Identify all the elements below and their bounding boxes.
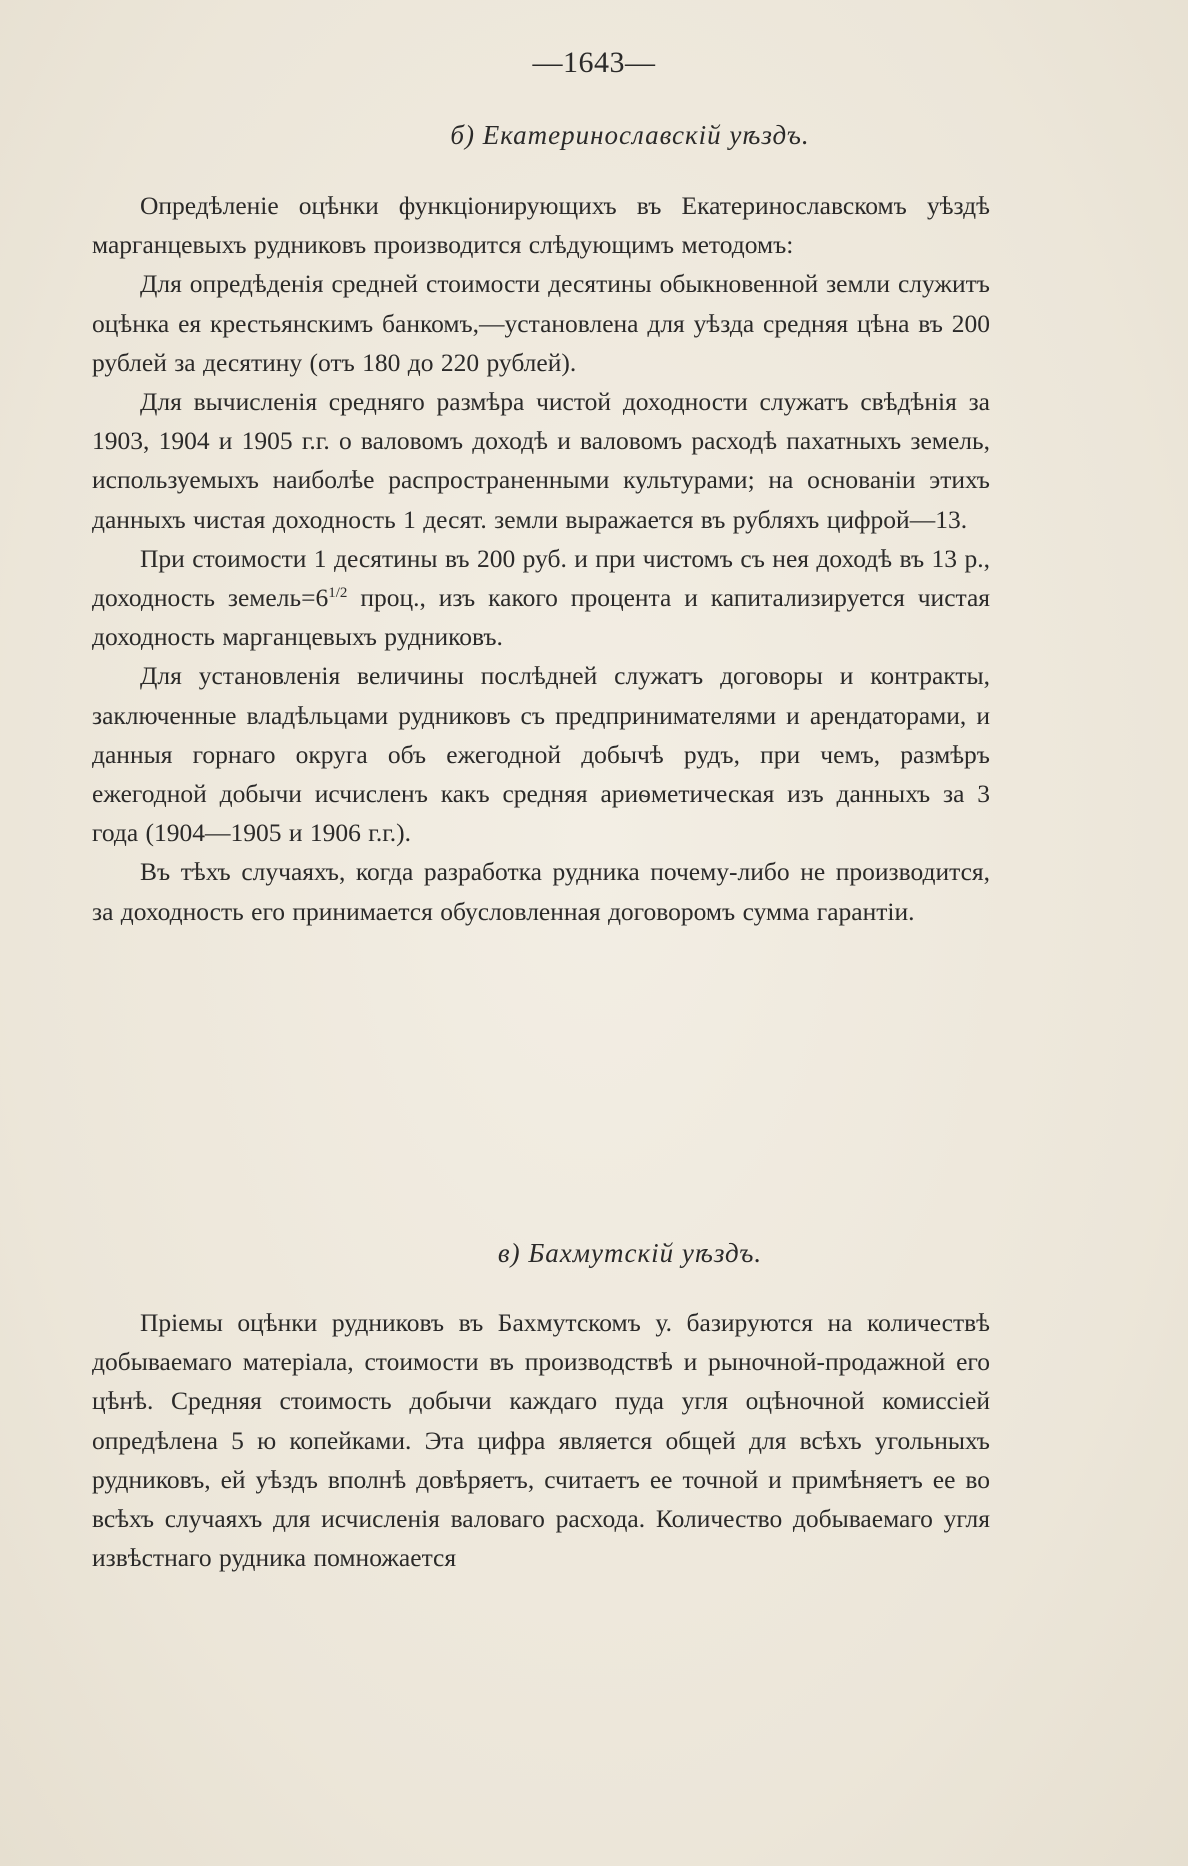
- fraction: 1/2: [328, 585, 348, 602]
- paragraph: Опредѣленіе оцѣнки функціонирующихъ въ Екатеринославскомъ уѣздѣ марганцевыхъ рудниковъ производится слѣдующимъ методомъ:: [92, 191, 990, 260]
- paragraph: Въ тѣхъ случаяхъ, когда разработка рудника почему-либо не производится, за доходность его принимается обусловленная договоромъ сумма гарантіи.: [92, 857, 990, 926]
- paragraph: Пріемы оцѣнки рудниковъ въ Бахмутскомъ у. базируются на количествѣ добываемаго матеріала, стоимости въ производствѣ и рыночной-продажной его цѣнѣ. Средняя стоимость добычи каждаго пуда угля оцѣночной комиссіей опредѣлена 5 ю копейками. Эта цифра является общей для всѣхъ угольныхъ рудниковъ, ей уѣздъ вполнѣ довѣряетъ, считаетъ ее точной и примѣняетъ ее во всѣхъ случаяхъ для исчисленія валоваго расхода. Количество добываемаго угля извѣстнаго рудника помножается: [92, 1308, 990, 1573]
- page-number: —1643—: [532, 46, 656, 79]
- paragraph: Для опредѣденія средней стоимости десятины обыкновенной земли служитъ оцѣнка ея крестьянскимъ банкомъ,—установлена для уѣзда средняя цѣна въ 200 рублей за десятину (отъ 180 до 220 рублей).: [92, 269, 990, 377]
- paragraph: Для установленія величины послѣдней служатъ договоры и контракты, заключенные владѣльцами рудниковъ съ предпринимателями и арендаторами, и данныя горнаго округа объ ежегодной добычѣ рудъ, при чемъ, размѣръ ежегодной добычи исчисленъ какъ средняя ариѳметическая изъ данныхъ за 3 года (1904—1905 и 1906 г.г.).: [92, 661, 990, 848]
- paragraph-with-fraction: [92, 539, 990, 657]
- section-body-bakhmut: [92, 1303, 990, 1577]
- paragraph: Для вычисленія средняго размѣра чистой доходности служатъ свѣдѣнія за 1903, 1904 и 1905 г.г. о валовомъ доходѣ и валовомъ расходѣ пахатныхъ земель, используемыхъ наиболѣе распространенными культурами; на основаніи этихъ данныхъ чистая доходность 1 десят. земли выражается въ рубляхъ цифрой—13.: [92, 387, 990, 534]
- section-heading-ekaterinoslav: б) Екатеринославскій уѣздъ.: [450, 120, 810, 150]
- paragraph-text: При стоимости 1 десятины въ 200 руб. и при чистомъ съ нея доходѣ въ 13 р., доходность земель=6: [92, 543, 990, 613]
- section-heading-bakhmut: в) Бахмутскій уѣздъ.: [497, 1238, 763, 1268]
- paragraph-text-rest: проц., изъ какого процента и капитализируется чистая доходность марганцевыхъ рудниковъ.: [92, 583, 991, 652]
- section-body-ekaterinoslav: [92, 186, 990, 931]
